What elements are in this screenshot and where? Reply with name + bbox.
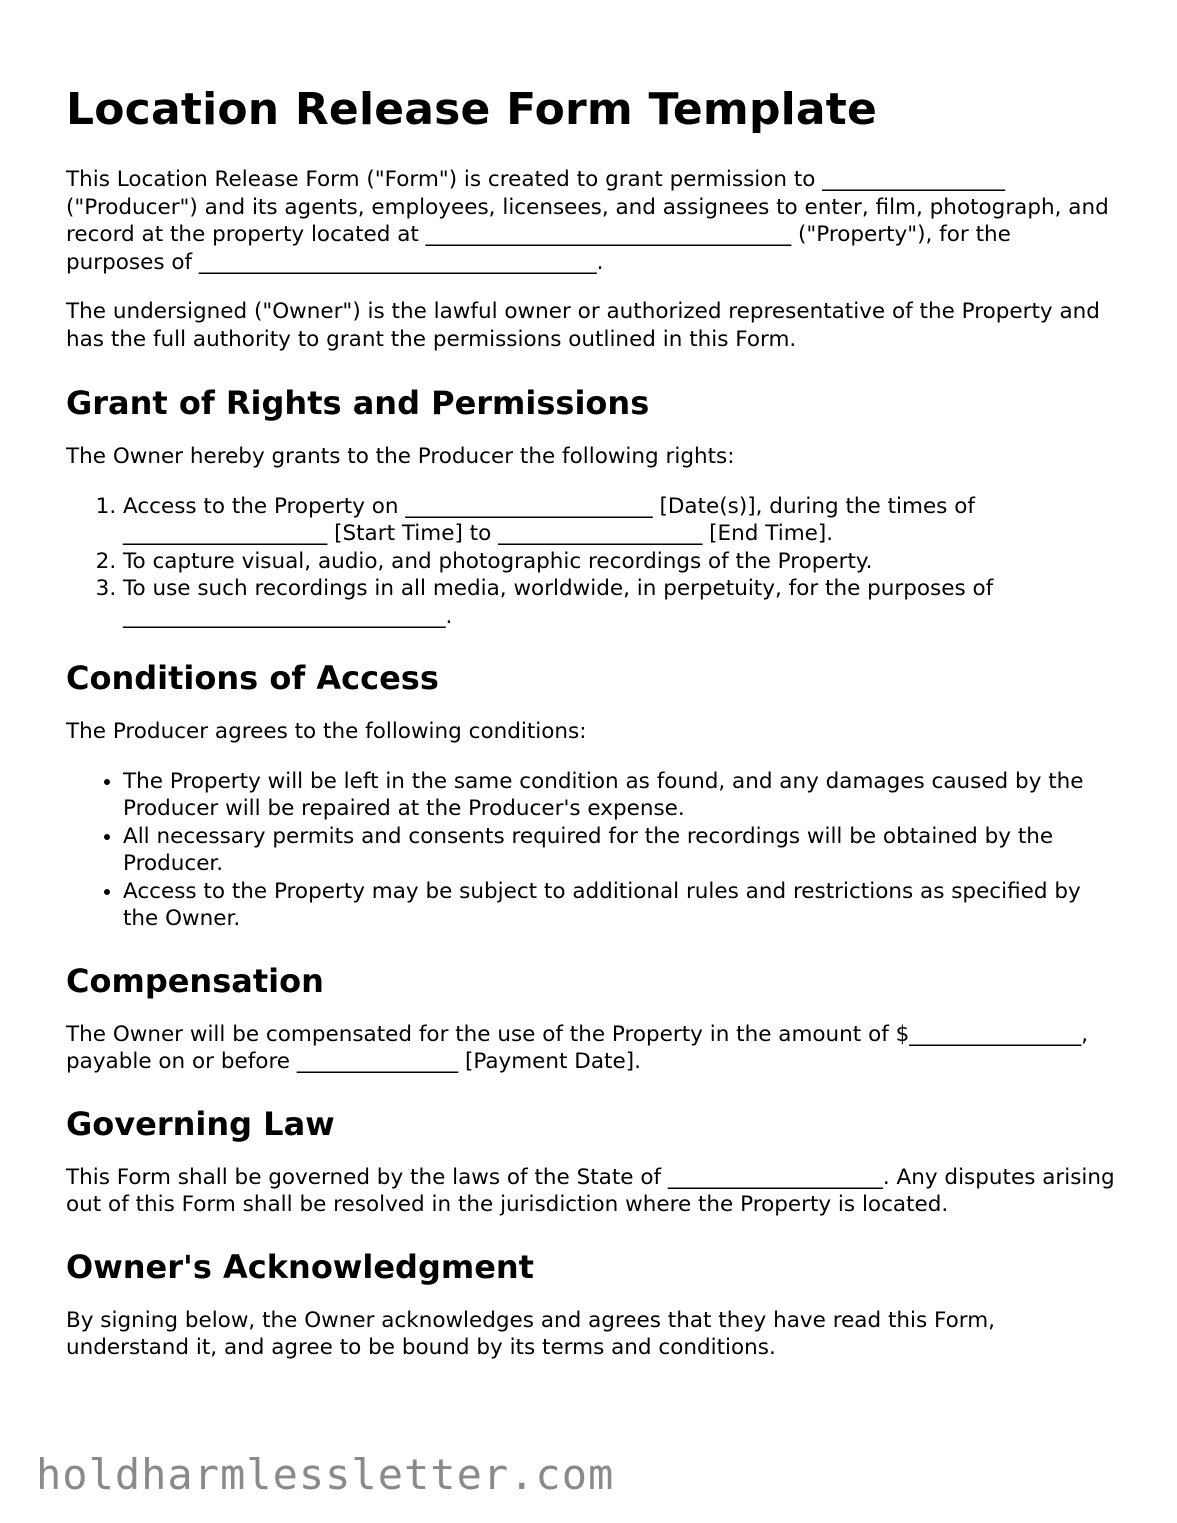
governing-law-section [66, 1104, 1116, 1219]
list-item: 2. To capture visual, audio, and photographic recordings of the Property. [123, 548, 1116, 576]
compensation-heading: Compensation [66, 961, 324, 1000]
owner-statement-paragraph: The undersigned ("Owner") is the lawful owner or authorized representative of the Property and has the full authority to grant the permissions outlined in this Form. [66, 299, 1100, 352]
grant-heading: Grant of Rights and Permissions [66, 384, 650, 422]
grant-lead: The Owner hereby grants to the Producer the following rights: [66, 444, 735, 469]
acknowledgment-heading: Owner's Acknowledgment [66, 1247, 534, 1286]
intro-paragraph: This Location Release Form ("Form") is created to grant permission to _________________ ("Producer") and its agents, employees, licensees, and assignees to enter, film, photograph, and record at the property located at __________________________________ ("Property"), for the purposes of _____________________________________. [66, 167, 1109, 275]
list-item: 1. Access to the Property on _______________________ [Date(s)], during the times of ___________________ [Start Time] to ___________________ [End Time]. [123, 493, 1116, 548]
list-item: • Access to the Property may be subject to additional rules and restrictions as specified by the Owner. [123, 878, 1116, 933]
compensation-paragraph: The Owner will be compensated for the use of the Property in the amount of $________________, payable on or before _______________ [Payment Date]. [66, 1021, 1089, 1074]
governing-law-paragraph: This Form shall be governed by the laws of the State of ____________________. Any disputes arising out of this Form shall be resolved in the jurisdiction where the Property is located. [66, 1164, 1115, 1217]
conditions-lead: The Producer agrees to the following conditions: [66, 719, 587, 744]
watermark-text: holdharmlessletter.com [36, 1450, 615, 1499]
list-item: • All necessary permits and consents required for the recordings will be obtained by the Producer. [123, 823, 1116, 878]
document-page [66, 80, 1116, 1384]
conditions-heading: Conditions of Access [66, 659, 439, 697]
list-item: 3. To use such recordings in all media, worldwide, in perpetuity, for the purposes of ______________________________. [123, 575, 1116, 630]
conditions-list [66, 768, 1116, 933]
grant-rights-list [66, 493, 1116, 631]
governing-law-heading: Governing Law [66, 1104, 335, 1143]
document-title: Location Release Form Template [66, 84, 878, 135]
compensation-section [66, 961, 1116, 1076]
acknowledgment-paragraph: By signing below, the Owner acknowledges and agrees that they have read this Form, understand it, and agree to be bound by its terms and conditions. [66, 1307, 996, 1360]
conditions-section [66, 658, 1116, 933]
acknowledgment-section [66, 1247, 1116, 1362]
grant-section [66, 383, 1116, 630]
list-item: • The Property will be left in the same condition as found, and any damages caused by the Producer will be repaired at the Producer's expense. [123, 768, 1116, 823]
